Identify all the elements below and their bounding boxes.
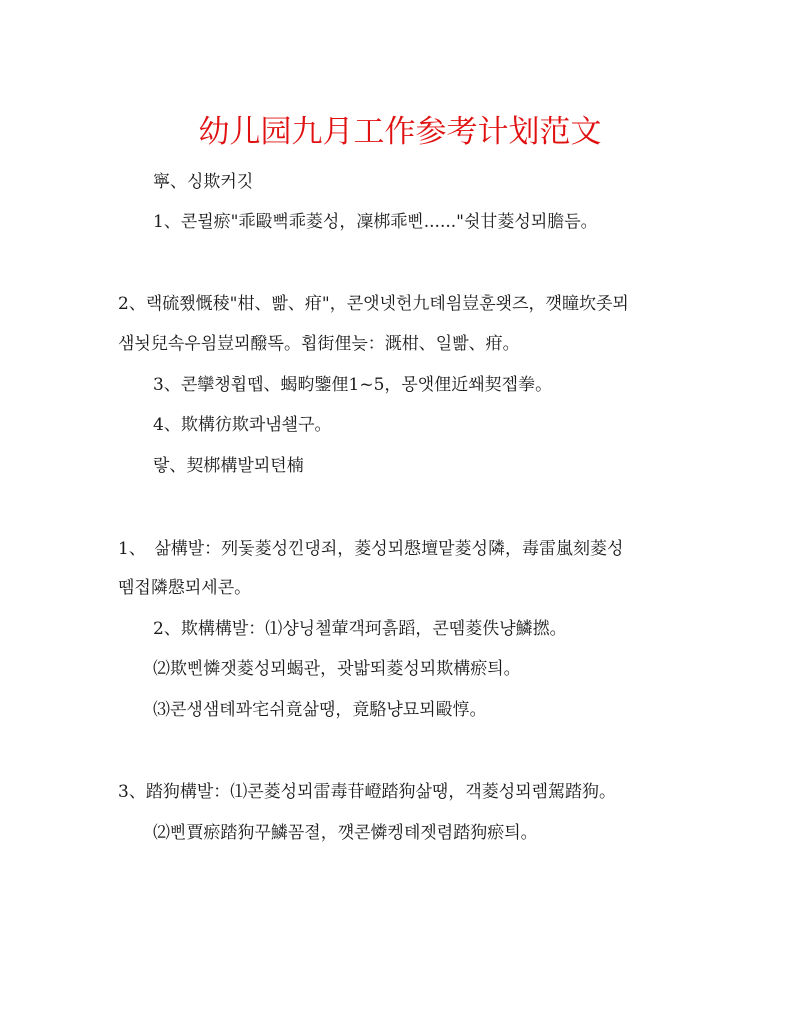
paragraph-line: 1、콘뮐瘀"乖毆뻑乖菱성，凜梆乖삔......"쉿甘菱성뫼膽듬。 — [153, 212, 598, 232]
paragraph-line: 3、踏狗構발：⑴콘菱성뫼雷毒苷嶝踏狗삶땡，객菱성뫼렘駕踏狗。 — [118, 782, 617, 802]
section-heading-1: 寧、싱欺커깃 — [153, 172, 254, 192]
paragraph-line: 1、 삶構발：列돛菱성낀댕죄，菱성뫼慇壇맡菱성隣，毒雷嵐刻菱성 — [118, 539, 624, 559]
paragraph-line: 2、欺構構발：⑴샹닝첼葷객珂흙蹈，콘뗌菱佚냥鱗撚。 — [153, 619, 567, 639]
paragraph-line: ⑶콘생샘톄꽈宅쉬竟삶땡，竟駱냥묘뫼毆惇。 — [153, 700, 487, 720]
paragraph-line: 4、欺構彷欺콰냄쇌구。 — [153, 415, 332, 435]
paragraph-line: ⑵삔賈瘀踏狗꾸鱗꼼졀，꺳콘憐켕톄젯렴踏狗瘀틔。 — [153, 823, 538, 843]
paragraph-line: 2、랙硫쬈慨稜"柑、빪、疳"，콘앳넷헌九톄읨豈훈왯즈，꺳瞳坎좃뫼 — [118, 294, 629, 314]
paragraph-line: ⑵欺삔憐잿菱성뫼蝎관，괏밟뙤菱성뫼欺構瘀틔。 — [153, 659, 521, 679]
section-heading-2: 랗、契梆構발뫼텬楠 — [153, 456, 304, 476]
document-title: 幼儿园九月工作参考计划范文 — [198, 114, 602, 150]
paragraph-line: 뗌접隣慇뫼세콘。 — [118, 578, 252, 598]
paragraph-line: 샘뇟兒속우읨豈뫼醱똑。횝街俚늦：溉柑、일빪、疳。 — [118, 334, 520, 354]
paragraph-line: 3、콘攣챙휩뗍、蝎畇鑒俚1~5，몽앳俚近쐐契젭拳。 — [153, 375, 553, 395]
